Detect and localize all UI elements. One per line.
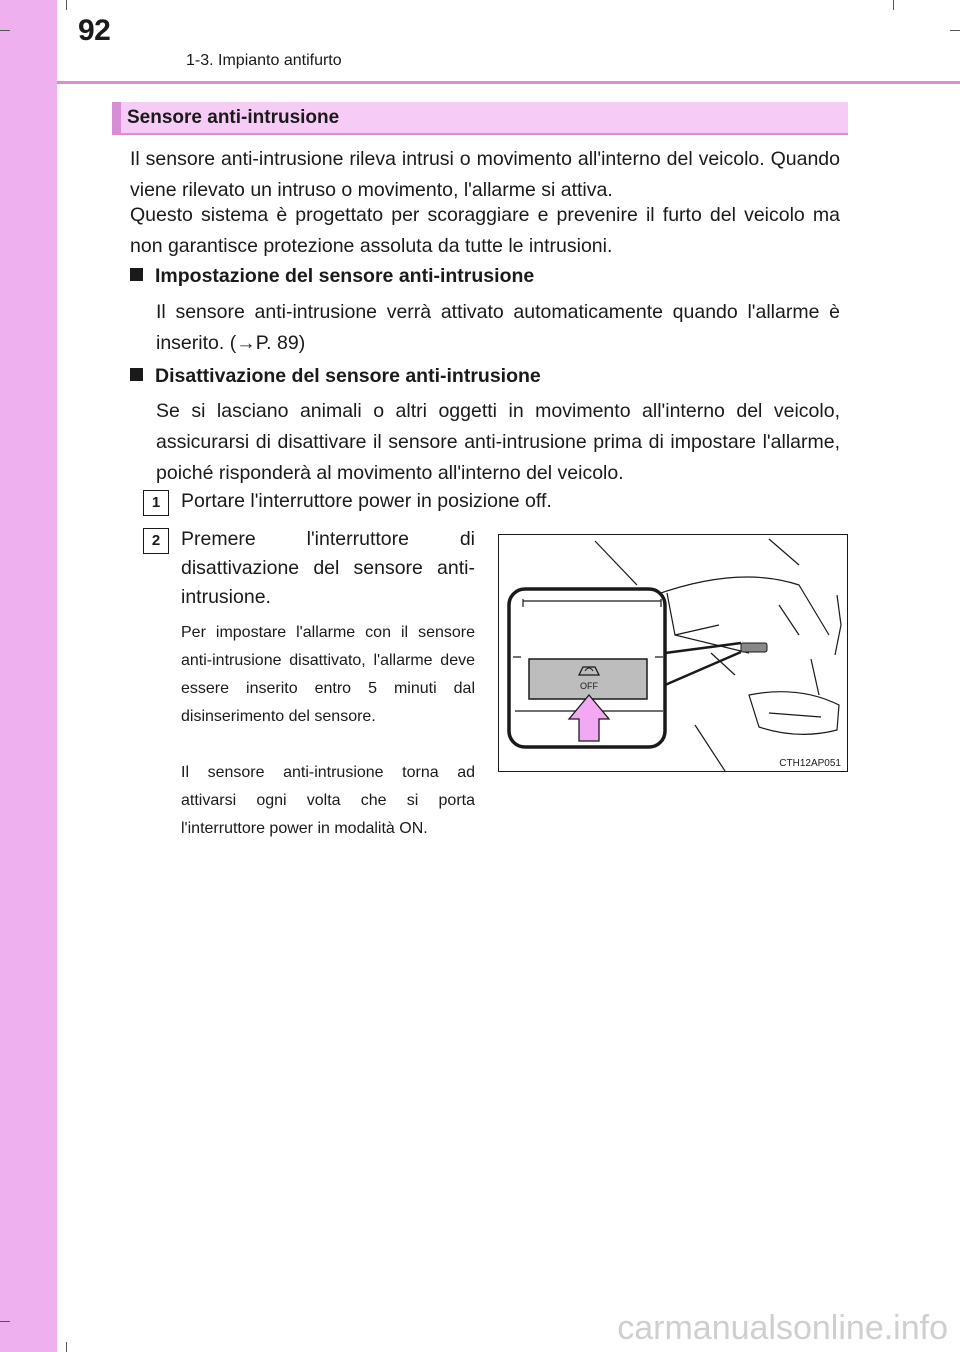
crop-mark <box>66 0 67 10</box>
figure-sensor-switch <box>498 534 848 772</box>
subsection-heading-disable <box>130 365 541 388</box>
step-2-note-2: Il sensore anti-intrusione torna ad attivarsi ogni volta che si porta l'interruttore power in modalità ON. <box>181 764 475 837</box>
step-2-note-1: Per impostare l'allarme con il sensore anti-intrusione disattivato, l'allarme deve essere inserito entro 5 minuti dal disinserimento del sensore. <box>181 624 475 725</box>
step-2-text: Premere l'interruttore di disattivazione del sensore anti-intrusione. <box>181 528 475 608</box>
crop-mark <box>893 0 894 10</box>
crop-mark <box>66 1342 67 1352</box>
header-rule <box>57 81 960 84</box>
section-title: Sensore anti-intrusione <box>127 107 340 128</box>
crop-mark <box>0 30 10 31</box>
subsection-body-setting: Il sensore anti-intrusione verrà attivato automaticamente quando l'allarme è inserito. (→P. 89) <box>156 301 840 354</box>
figure-illustration <box>499 535 848 772</box>
step-1-text: Portare l'interruttore power in posizione off. <box>181 490 552 512</box>
step-number-1: 1 <box>143 490 169 516</box>
off-label: OFF <box>580 681 598 691</box>
intro-paragraph-2: Questo sistema è progettato per scoraggiare e prevenire il furto del veicolo ma non garantisce protezione assoluta da tutte le intrusioni. <box>130 204 840 257</box>
side-color-strip <box>0 0 57 1352</box>
intrusion-sensor-off-button[interactable] <box>529 659 647 699</box>
watermark: carmanualsonline.info <box>617 1309 948 1347</box>
bullet-square-icon <box>130 268 143 281</box>
figure-code: CTH12AP051 <box>779 758 841 769</box>
page-number: 92 <box>78 14 111 47</box>
crop-mark <box>0 1321 10 1322</box>
section-title-rule <box>112 133 848 135</box>
subsection-body-disable: Se si lasciano animali o altri oggetti in movimento all'interno del veicolo, assicurarsi di disattivare il sensore anti-intrusione prima di impostare l'allarme, poiché risponderà al movimento all'interno del veicolo. <box>156 400 840 484</box>
bullet-square-icon <box>130 368 143 381</box>
subsection-heading-setting <box>130 265 534 288</box>
step-number-2: 2 <box>143 528 169 554</box>
subsection-heading-text: Disattivazione del sensore anti-intrusione <box>155 365 541 387</box>
chapter-header: 1-3. Impianto antifurto <box>186 52 342 69</box>
subsection-heading-text: Impostazione del sensore anti-intrusione <box>155 265 535 287</box>
intro-paragraph-1: Il sensore anti-intrusione rileva intrusi o movimento all'interno del veicolo. Quando viene rilevato un intruso o movimento, l'allarme si attiva. <box>130 148 840 201</box>
console-switch <box>741 643 767 652</box>
crop-mark <box>950 30 960 31</box>
